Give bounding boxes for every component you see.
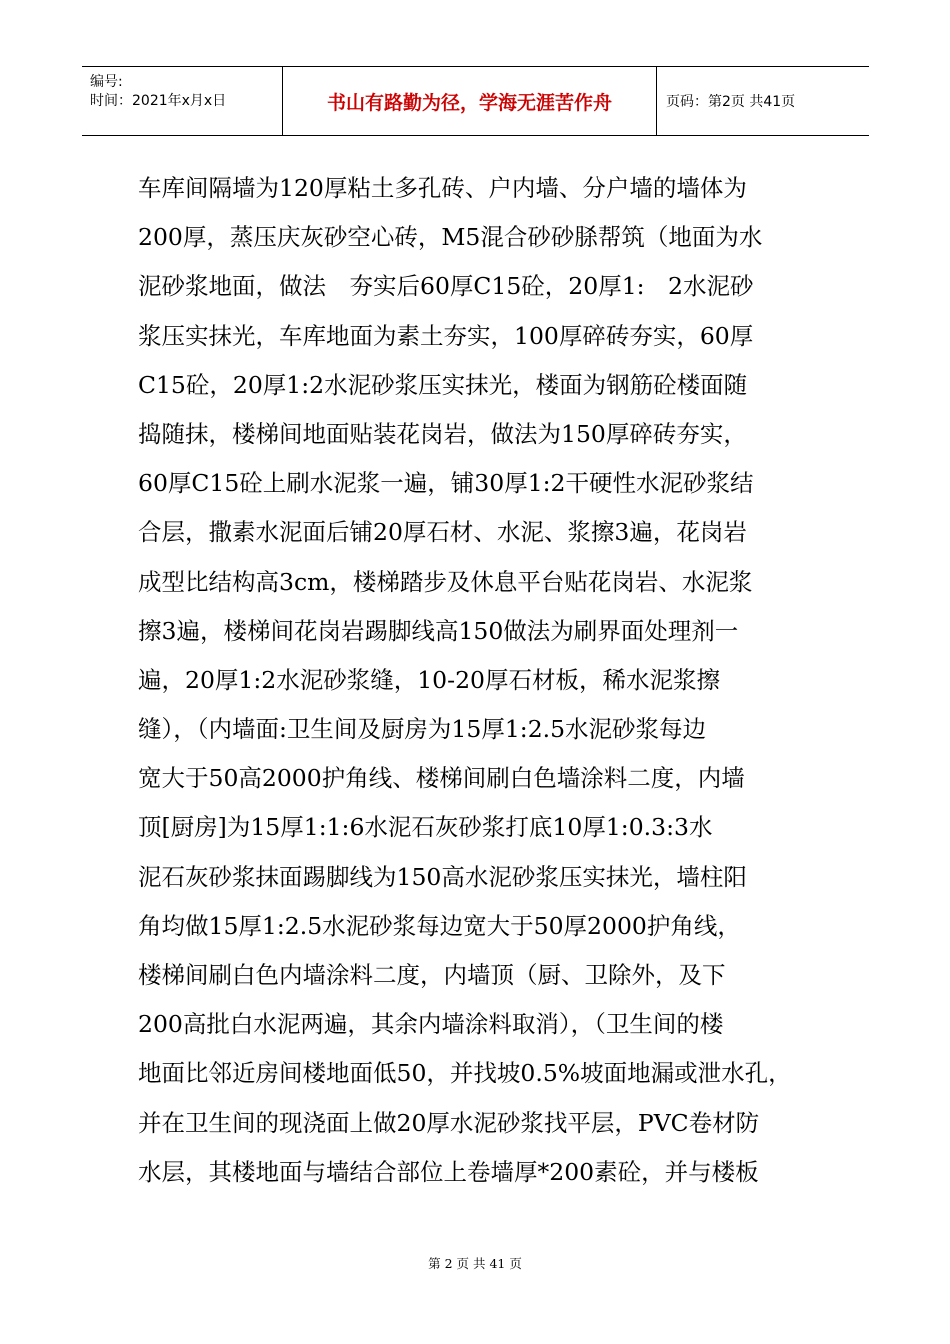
body-text-line: 擦3遍，楼梯间花岗岩踢脚线高150做法为刷界面处理剂一 <box>138 616 739 645</box>
body-text-line: 水层，其楼地面与墙结合部位上卷墙厚*200素砼，并与楼板 <box>138 1157 759 1186</box>
document-body <box>138 164 828 1197</box>
body-text-line: 遍，20厚1:2水泥砂浆缝，10-20厚石材板，稀水泥浆擦 <box>138 665 720 694</box>
page-footer: 第 2 页 共 41 页 <box>428 1256 522 1271</box>
body-text-line: 顶[厨房]为15厚1:1:6水泥石灰砂浆打底10厚1:0.3:3水 <box>138 813 713 842</box>
body-text-line: 200厚，蒸压庆灰砂空心砖，M5混合砂砂脎帮筑（地面为水 <box>138 223 763 252</box>
body-text-line: 泥砂浆地面，做法 夯实后60厚C15砼，20厚1: 2水泥砂 <box>138 272 754 301</box>
header-meta <box>82 67 283 135</box>
body-text-line: C15砼，20厚1:2水泥砂浆压实抹光，楼面为钢筋砼楼面随 <box>138 370 748 399</box>
body-text-line: 浆压实抹光，车库地面为素土夯实，100厚碎砖夯实，60厚 <box>138 321 754 350</box>
body-text-line: 缝），（内墙面:卫生间及厨房为15厚1:2.5水泥砂浆每边 <box>138 715 707 744</box>
serial-number-label: 编号: <box>90 74 123 90</box>
body-text-line: 楼梯间刷白色内墙涂料二度，内墙顶（厨、卫除外，及下 <box>138 961 726 989</box>
body-text-line: 地面比邻近房间楼地面低50，并找坡0.5%坡面地漏或泄水孔， <box>138 1059 792 1088</box>
body-text-line: 角均做15厚1:2.5水泥砂浆每边宽大于50厚2000护角线， <box>138 911 741 940</box>
body-text-line: 成型比结构高3cm，楼梯踏步及休息平台贴花岗岩、水泥浆 <box>138 567 753 596</box>
date-label: 时间：2021年x月x日 <box>90 93 227 109</box>
body-text-line: 并在卫生间的现浇面上做20厚水泥砂浆找平层，PVC卷材防 <box>138 1108 760 1137</box>
body-text-line: 200高批白水泥两遍，其余内墙涂料取消），（卫生间的楼 <box>138 1010 724 1039</box>
body-text-line: 车库间隔墙为120厚粘土多孔砖、户内墙、分户墙的墙体为 <box>138 174 747 202</box>
body-text-line: 泥石灰砂浆抹面踢脚线为150高水泥砂浆压实抹光，墙柱阳 <box>138 862 747 891</box>
header-page-info: 页码：第2页 共41页 <box>666 94 796 110</box>
body-text-line: 捣随抹，楼梯间地面贴装花岗岩，做法为150厚碎砖夯实， <box>138 419 747 448</box>
document-header <box>82 66 869 136</box>
header-motto: 书山有路勤为径，学海无涯苦作舟 <box>283 67 657 135</box>
body-text-line: 合层，撒素水泥面后铺20厚石材、水泥、浆擦3遍，花岗岩 <box>138 518 747 547</box>
body-text-line: 60厚C15砼上刷水泥浆一遍，铺30厚1:2干硬性水泥砂浆结 <box>138 469 754 498</box>
body-text-line: 宽大于50高2000护角线、楼梯间刷白色墙涂料二度，内墙 <box>138 764 745 793</box>
